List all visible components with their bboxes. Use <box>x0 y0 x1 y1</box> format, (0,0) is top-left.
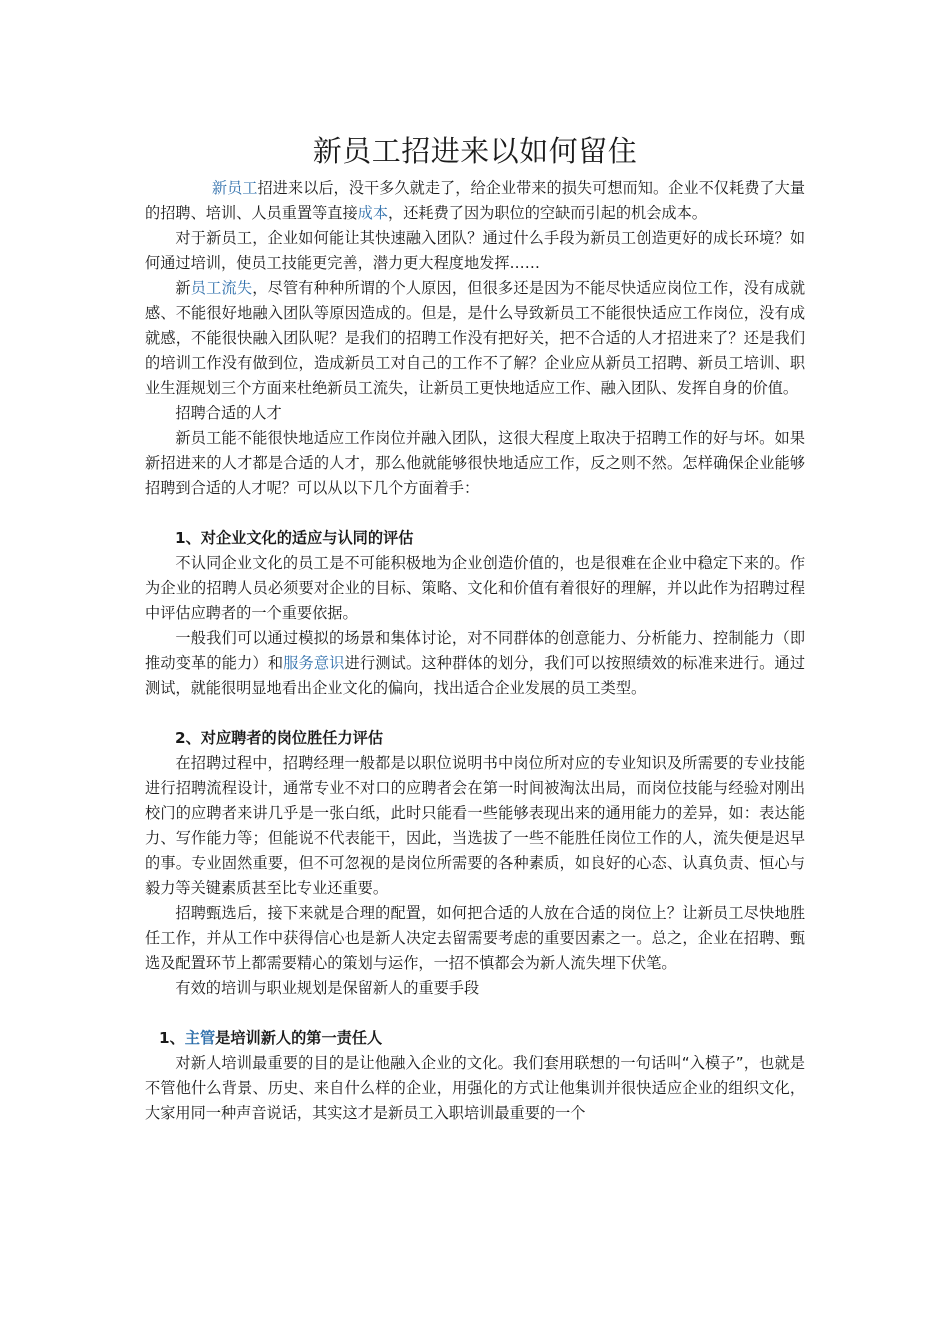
link-cost[interactable]: 成本 <box>357 204 388 222</box>
paragraph-subheading-recruit: 招聘合适的人才 <box>175 404 282 422</box>
paragraph-subheading-training: 有效的培训与职业规划是保留新人的重要手段 <box>175 979 480 997</box>
link-employee-turnover[interactable]: 员工流失 <box>190 279 253 297</box>
paragraph-questions: 对于新员工，企业如何能让其快速融入团队？通过什么手段为新员工创造更好的成长环境？如何通过培训，使员工技能更完善，潜力更大程度地发挥…… <box>145 229 805 272</box>
paragraph-culture: 不认同企业文化的员工是不可能积极地为企业创造价值的，也是很难在企业中稳定下来的。作为企业的招聘人员必须要对企业的目标、策略、文化和价值有着很好的理解，并以此作为招聘过程中评估应聘者的一个重要依据。 <box>145 554 805 622</box>
link-supervisor[interactable]: 主管 <box>184 1029 216 1047</box>
section-heading-culture: 1、对企业文化的适应与认同的评估 <box>175 529 414 547</box>
paragraph-intro: 新员工招进来以后，没干多久就走了，给企业带来的损失可想而知。企业不仅耗费了大量的招聘、培训、人员重置等直接成本，还耗费了因为职位的空缺而引起的机会成本。 <box>145 179 806 222</box>
paragraph-placement: 招聘甄选后，接下来就是合理的配置，如何把合适的人放在合适的岗位上？让新员工尽快地胜任工作，并从工作中获得信心也是新人决定去留需要考虑的重要因素之一。总之，企业在招聘、甄选及配置环节上都需要精心的策划与运作，一招不慎都会为新人流失埋下伏笔。 <box>145 904 805 972</box>
link-service-awareness[interactable]: 服务意识 <box>283 654 345 672</box>
section-heading-supervisor: 1、主管是培训新人的第一责任人 <box>159 1029 383 1047</box>
paragraph-competency: 在招聘过程中，招聘经理一般都是以职位说明书中岗位所对应的专业知识及所需要的专业技能进行招聘流程设计，通常专业不对口的应聘者会在第一时间被淘汰出局，而岗位技能与经验对刚出校门的应聘者来讲几乎是一张白纸，此时只能看一些能够表现出来的通用能力的差异，如：表达能力、写作能力等；但能说不代表能干，因此，当选拔了一些不能胜任岗位工作的人，流失便是迟早的事。专业固然重要，但不可忽视的是岗位所需要的各种素质，如良好的心态、认真负责、恒心与毅力等关键素质甚至比专业还重要。 <box>145 754 805 897</box>
paragraph-testing: 一般我们可以通过模拟的场景和集体讨论，对不同群体的创意能力、分析能力、控制能力（即推动变革的能力）和服务意识进行测试。这种群体的划分，我们可以按照绩效的标准来进行。通过测试，就能很明显地看出企业文化的偏向，找出适合企业发展的员工类型。 <box>145 629 806 697</box>
link-new-employee[interactable]: 新员工 <box>211 179 258 197</box>
paragraph-turnover: 新员工流失，尽管有种种所谓的个人原因，但很多还是因为不能尽快适应岗位工作，没有成就感、不能很好地融入团队等原因造成的。但是，是什么导致新员工不能很快适应工作岗位，没有成就感，不能很快融入团队呢？是我们的招聘工作没有把好关，把不合适的人才招进来了？还是我们的培训工作没有做到位，造成新员工对自己的工作不了解？企业应从新员工招聘、新员工培训、职业生涯规划三个方面来杜绝新员工流失，让新员工更快地适应工作、融入团队、发挥自身的价值。 <box>145 279 806 397</box>
document-page <box>145 128 805 1126</box>
paragraph-recruit: 新员工能不能很快地适应工作岗位并融入团队，这很大程度上取决于招聘工作的好与坏。如果新招进来的人才都是合适的人才，那么他就能够很快地适应工作，反之则不然。怎样确保企业能够招聘到合适的人才呢？可以从以下几个方面着手： <box>145 429 805 497</box>
document-title: 新员工招进来以如何留住 <box>312 134 638 168</box>
paragraph-training: 对新人培训最重要的目的是让他融入企业的文化。我们套用联想的一句话叫“入模子”，也就是不管他什么背景、历史、来自什么样的企业，用强化的方式让他集训并很快适应企业的组织文化，大家用同一种声音说话，其实这才是新员工入职培训最重要的一个 <box>145 1054 805 1122</box>
section-heading-competency: 2、对应聘者的岗位胜任力评估 <box>175 729 384 747</box>
